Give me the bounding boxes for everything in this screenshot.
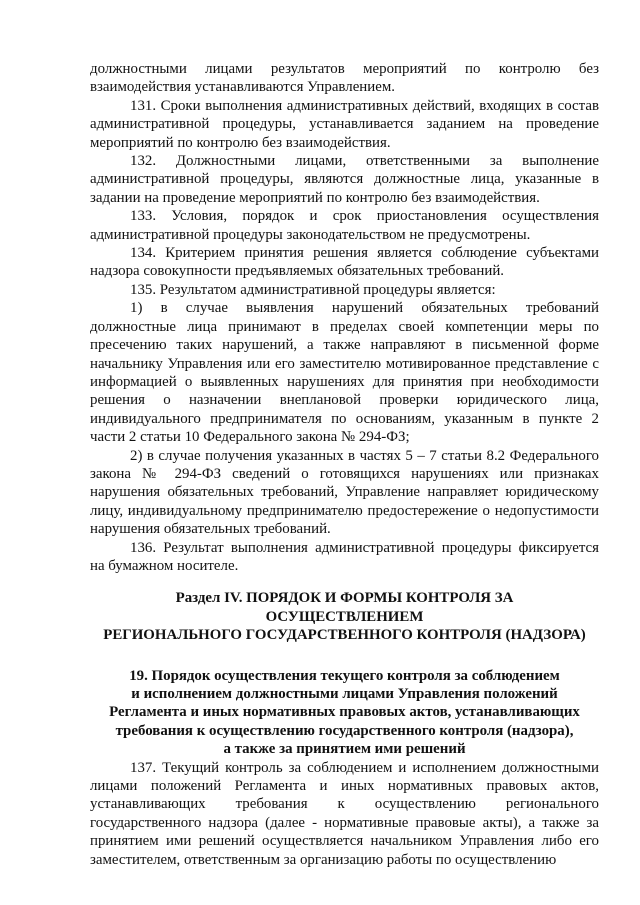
paragraph-135-item-1: 1) в случае выявления нарушений обязательных требований должностные лица принимают в пределах своей компетенции меры по пресечению таких нарушений, а также направляют в письменной форме начальнику Управления или его заместителю мотивированное представление с информацией о выявленных нарушениях для принятия при необходимости решения о назначении внеплановой проверки юридического лица, индивидуального предпринимателя по основаниям, указанным в пункте 2 части 2 статьи 10 Федерального закона № 294-ФЗ; [90,300,599,446]
section-title-line: Раздел IV. ПОРЯДОК И ФОРМЫ КОНТРОЛЯ ЗА [175,590,514,607]
subsection-title-line: 19. Порядок осуществления текущего контроля за соблюдением [129,667,560,684]
paragraph-133: 133. Условия, порядок и срок приостановления осуществления административной процедуры законодательством не предусмотрены. [90,208,599,243]
paragraph-132: 132. Должностными лицами, ответственными за выполнение административной процедуры, являются должностные лица, указанные в задании на проведение мероприятий по контролю без взаимодействия. [90,153,599,206]
section-title-line: ОСУЩЕСТВЛЕНИЕМ [265,608,424,625]
paragraph-135: 135. Результатом административной процедуры является: [130,281,496,298]
subsection-title-line: а также за принятием ими решений [223,741,466,758]
paragraph-137: 137. Текущий контроль за соблюдением и исполнением должностными лицами положений Регламента и иных нормативных правовых актов, устанавливающих требования к осуществлению регионального государственного надзора (далее - нормативные правовые акты), а также за принятием ими решений осуществляется начальником Управления либо его заместителем, ответственным за организацию работы по осуществлению [90,759,599,868]
section-title-line: РЕГИОНАЛЬНОГО ГОСУДАРСТВЕННОГО КОНТРОЛЯ (НАДЗОРА) [103,627,586,644]
paragraph-136: 136. Результат выполнения административной процедуры фиксируется на бумажном носителе. [90,539,599,574]
subsection-title [90,667,599,759]
subsection-title-line: требования к осуществлению государственного контроля (надзора), [115,722,574,739]
paragraph-135-item-2: 2) в случае получения указанных в частях 5 – 7 статьи 8.2 Федерального закона № 294-ФЗ сведений о готовящихся нарушениях или признаках нарушения обязательных требований, Управление направляет юридическому лицу, индивидуальному предпринимателю предостережение о недопустимости нарушения обязательных требований. [90,447,599,538]
paragraph-131: 131. Сроки выполнения административных действий, входящих в состав административной процедуры, устанавливается заданием на проведение мероприятий по контролю без взаимодействия. [90,97,599,151]
paragraph-continuation: должностными лицами результатов мероприятий по контролю без взаимодействия устанавливаются Управлением. [90,61,599,96]
section-title [90,589,599,644]
subsection-title-line: Регламента и иных нормативных правовых актов, устанавливающих [109,704,580,721]
subsection-title-line: и исполнением должностными лицами Управления положений [131,686,558,702]
paragraph-134: 134. Критерием принятия решения является соблюдение субъектами надзора совокупности предъявляемых обязательных требований. [90,245,599,280]
